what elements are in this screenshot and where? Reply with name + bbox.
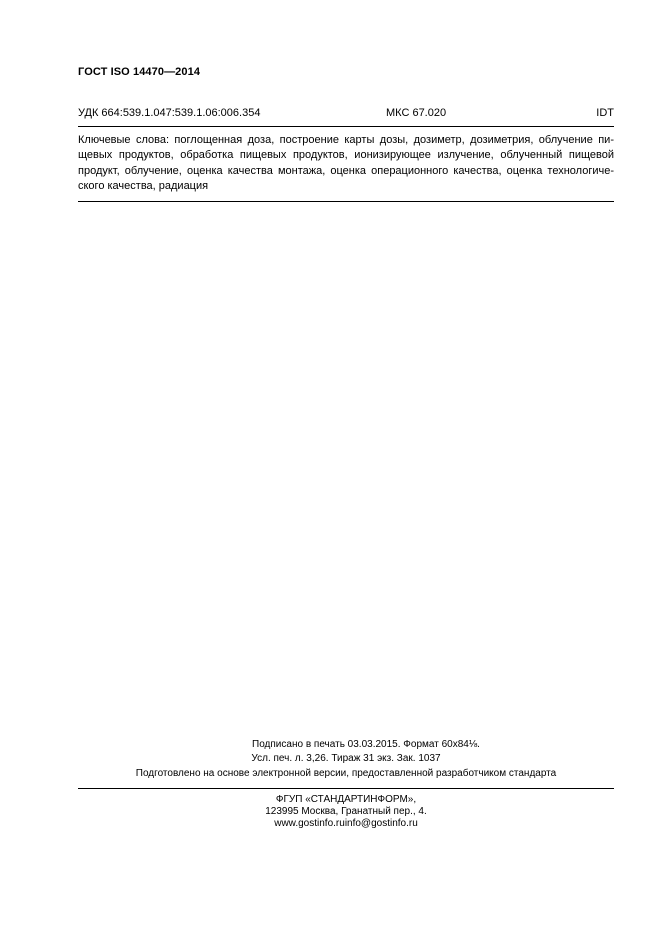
imprint-print-run: Усл. печ. л. 3,26. Тираж 31 экз. Зак. 1037 <box>251 753 441 764</box>
divider-top <box>78 126 614 127</box>
keywords-line: ского качества, радиация <box>78 179 209 192</box>
publisher-block <box>78 794 614 830</box>
keywords-paragraph <box>78 133 614 194</box>
publisher-address: 123995 Москва, Гранатный пер., 4. <box>265 806 427 817</box>
publisher-name: ФГУП «СТАНДАРТИНФОРМ», <box>275 794 417 805</box>
idt-marker: IDT <box>596 107 614 119</box>
udk-code: УДК 664:539.1.047:539.1.06:006.354 <box>78 107 261 119</box>
classification-row <box>78 107 614 121</box>
keywords-line: продукт, облучение, оценка качества монтажа, оценка операционного качества, оценка технологиче- <box>78 164 614 177</box>
keywords-line: Ключевые слова: поглощенная доза, построение карты дозы, дозиметр, дозиметрия, облучение пи- <box>78 134 614 146</box>
print-imprint <box>78 738 614 766</box>
document-title: ГОСТ ISO 14470—2014 <box>78 66 201 78</box>
publisher-contacts <box>78 818 614 830</box>
publisher-email-link[interactable]: info@gostinfo.ru <box>344 818 418 829</box>
divider-keywords <box>78 201 614 202</box>
keywords-line: щевых продуктов, обработка пищевых продуктов, ионизирующее излучение, облученный пищевой <box>78 149 614 162</box>
prepared-note: Подготовлено на основе электронной версии, предоставленной разработчиком стандарта <box>135 768 557 779</box>
publisher-website-link[interactable]: www.gostinfo.ru <box>274 818 345 829</box>
mks-code: МКС 67.020 <box>386 107 447 119</box>
divider-publisher <box>78 788 614 789</box>
imprint-signed-format: Подписано в печать 03.03.2015. Формат 60x84⅛. <box>252 739 480 750</box>
